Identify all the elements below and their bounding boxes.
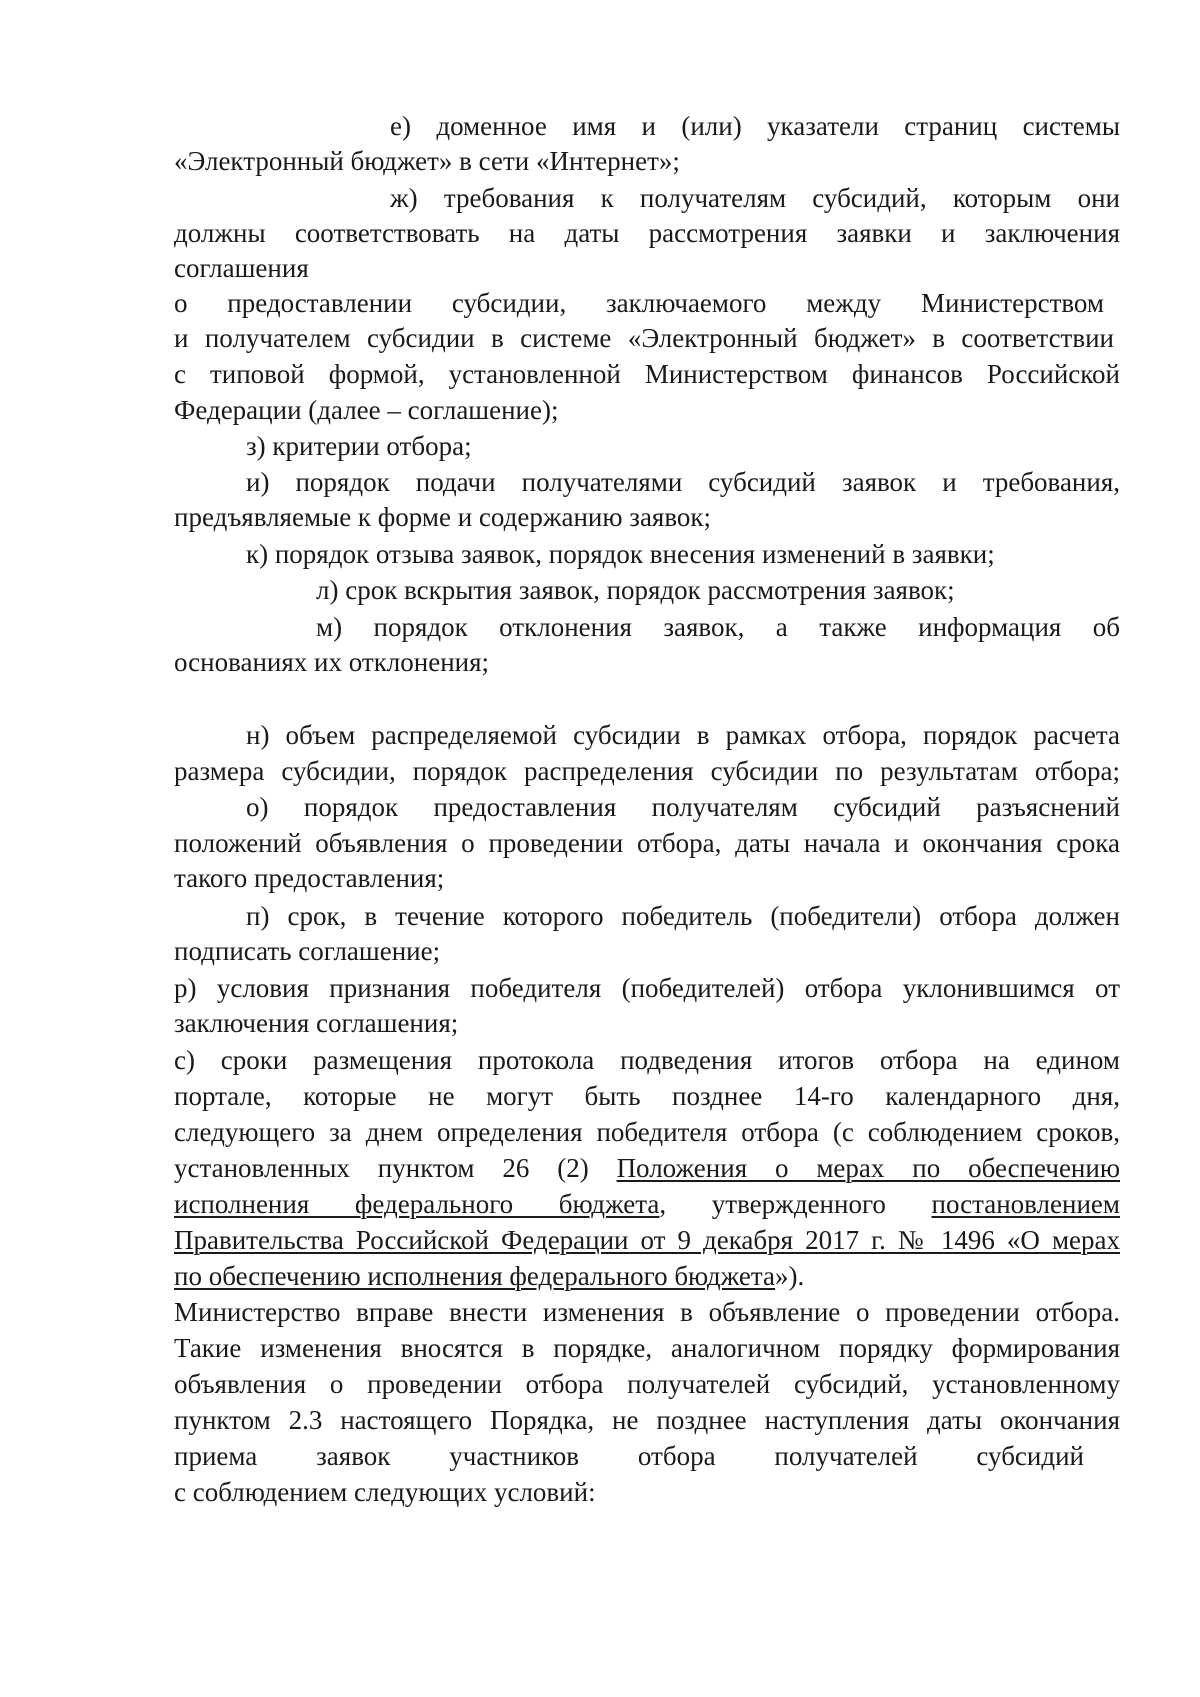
text-line: ж) требования к получателям субсидий, которым они — [390, 183, 1120, 213]
resolution-link[interactable]: по обеспечению исполнения федерального бюджета — [174, 1261, 775, 1291]
text-line: размера субсидии, порядок распределения субсидии по результатам отбора; — [174, 756, 1120, 786]
text-line: е) доменное имя и (или) указатели страниц системы — [390, 111, 1120, 141]
text-line: положений объявления о проведении отбора, даты начала и окончания срока — [174, 828, 1120, 858]
text-line: портале, которые не могут быть позднее 14-го календарного дня, — [174, 1081, 1120, 1111]
text-line: с соблюдением следующих условий: — [174, 1477, 596, 1507]
text-segment: »). — [775, 1261, 805, 1291]
text-line: м) порядок отклонения заявок, а также информация об — [316, 612, 1120, 642]
regulation-link[interactable]: Положения о мерах по обеспечению — [616, 1153, 1120, 1183]
text-line — [174, 1186, 1120, 1222]
text-line: такого предоставления; — [174, 863, 445, 893]
text-line: пунктом 2.3 настоящего Порядка, не позднее наступления даты окончания — [174, 1405, 1120, 1435]
regulation-link[interactable]: исполнения федерального бюджета — [174, 1189, 660, 1219]
resolution-link[interactable]: Правительства Российской Федерации от 9 декабря 2017 г. № 1496 «О мерах — [174, 1225, 1120, 1255]
text-line: следующего за днем определения победителя отбора (с соблюдением сроков, — [174, 1117, 1120, 1147]
text-line: с типовой формой, установленной Министерством финансов Российской — [174, 359, 1120, 389]
text-line: с) сроки размещения протокола подведения итогов отбора на едином — [174, 1045, 1120, 1075]
text-segment: установленных пунктом 26 (2) — [174, 1153, 617, 1183]
text-line: к) порядок отзыва заявок, порядок внесения изменений в заявки; — [246, 539, 995, 569]
text-line: должны соответствовать на даты рассмотрения заявки и заключения — [174, 218, 1120, 248]
text-line: Министерство вправе внести изменения в объявление о проведении отбора. — [174, 1297, 1120, 1327]
text-line: и получателем субсидии в системе «Электронный бюджет» в соответствии — [174, 323, 1114, 353]
text-line: з) критерии отбора; — [246, 431, 472, 461]
text-line: н) объем распределяемой субсидии в рамках отбора, порядок расчета — [246, 720, 1120, 750]
text-line: Такие изменения вносятся в порядке, аналогичном порядку формирования — [174, 1333, 1120, 1363]
text-line: л) срок вскрытия заявок, порядок рассмотрения заявок; — [316, 575, 955, 605]
text-line: о предоставлении субсидии, заключаемого между Министерством — [174, 288, 1104, 318]
text-line: основаниях их отклонения; — [174, 647, 490, 677]
text-line: соглашения — [174, 253, 309, 283]
text-segment: , утвержденного — [659, 1189, 932, 1219]
text-line: о) порядок предоставления получателям субсидий разъяснений — [246, 792, 1120, 822]
text-line: р) условия признания победителя (победителей) отбора уклонившимся от — [174, 973, 1120, 1003]
text-line: подписать соглашение; — [174, 936, 441, 966]
text-line — [174, 1258, 1120, 1294]
text-line: Федерации (далее – соглашение); — [174, 395, 559, 425]
resolution-link[interactable]: постановлением — [931, 1189, 1120, 1219]
text-line: п) срок, в течение которого победитель (победители) отбора должен — [246, 901, 1120, 931]
text-line: заключения соглашения; — [174, 1008, 459, 1038]
text-line: «Электронный бюджет» в сети «Интернет»; — [174, 146, 680, 176]
text-line — [174, 1150, 1120, 1186]
text-line: и) порядок подачи получателями субсидий заявок и требования, — [246, 467, 1120, 497]
text-line: приема заявок участников отбора получателей субсидий — [174, 1441, 1084, 1471]
text-line: объявления о проведении отбора получателей субсидий, установленному — [174, 1369, 1120, 1399]
text-line: предъявляемые к форме и содержанию заявок; — [174, 502, 712, 532]
